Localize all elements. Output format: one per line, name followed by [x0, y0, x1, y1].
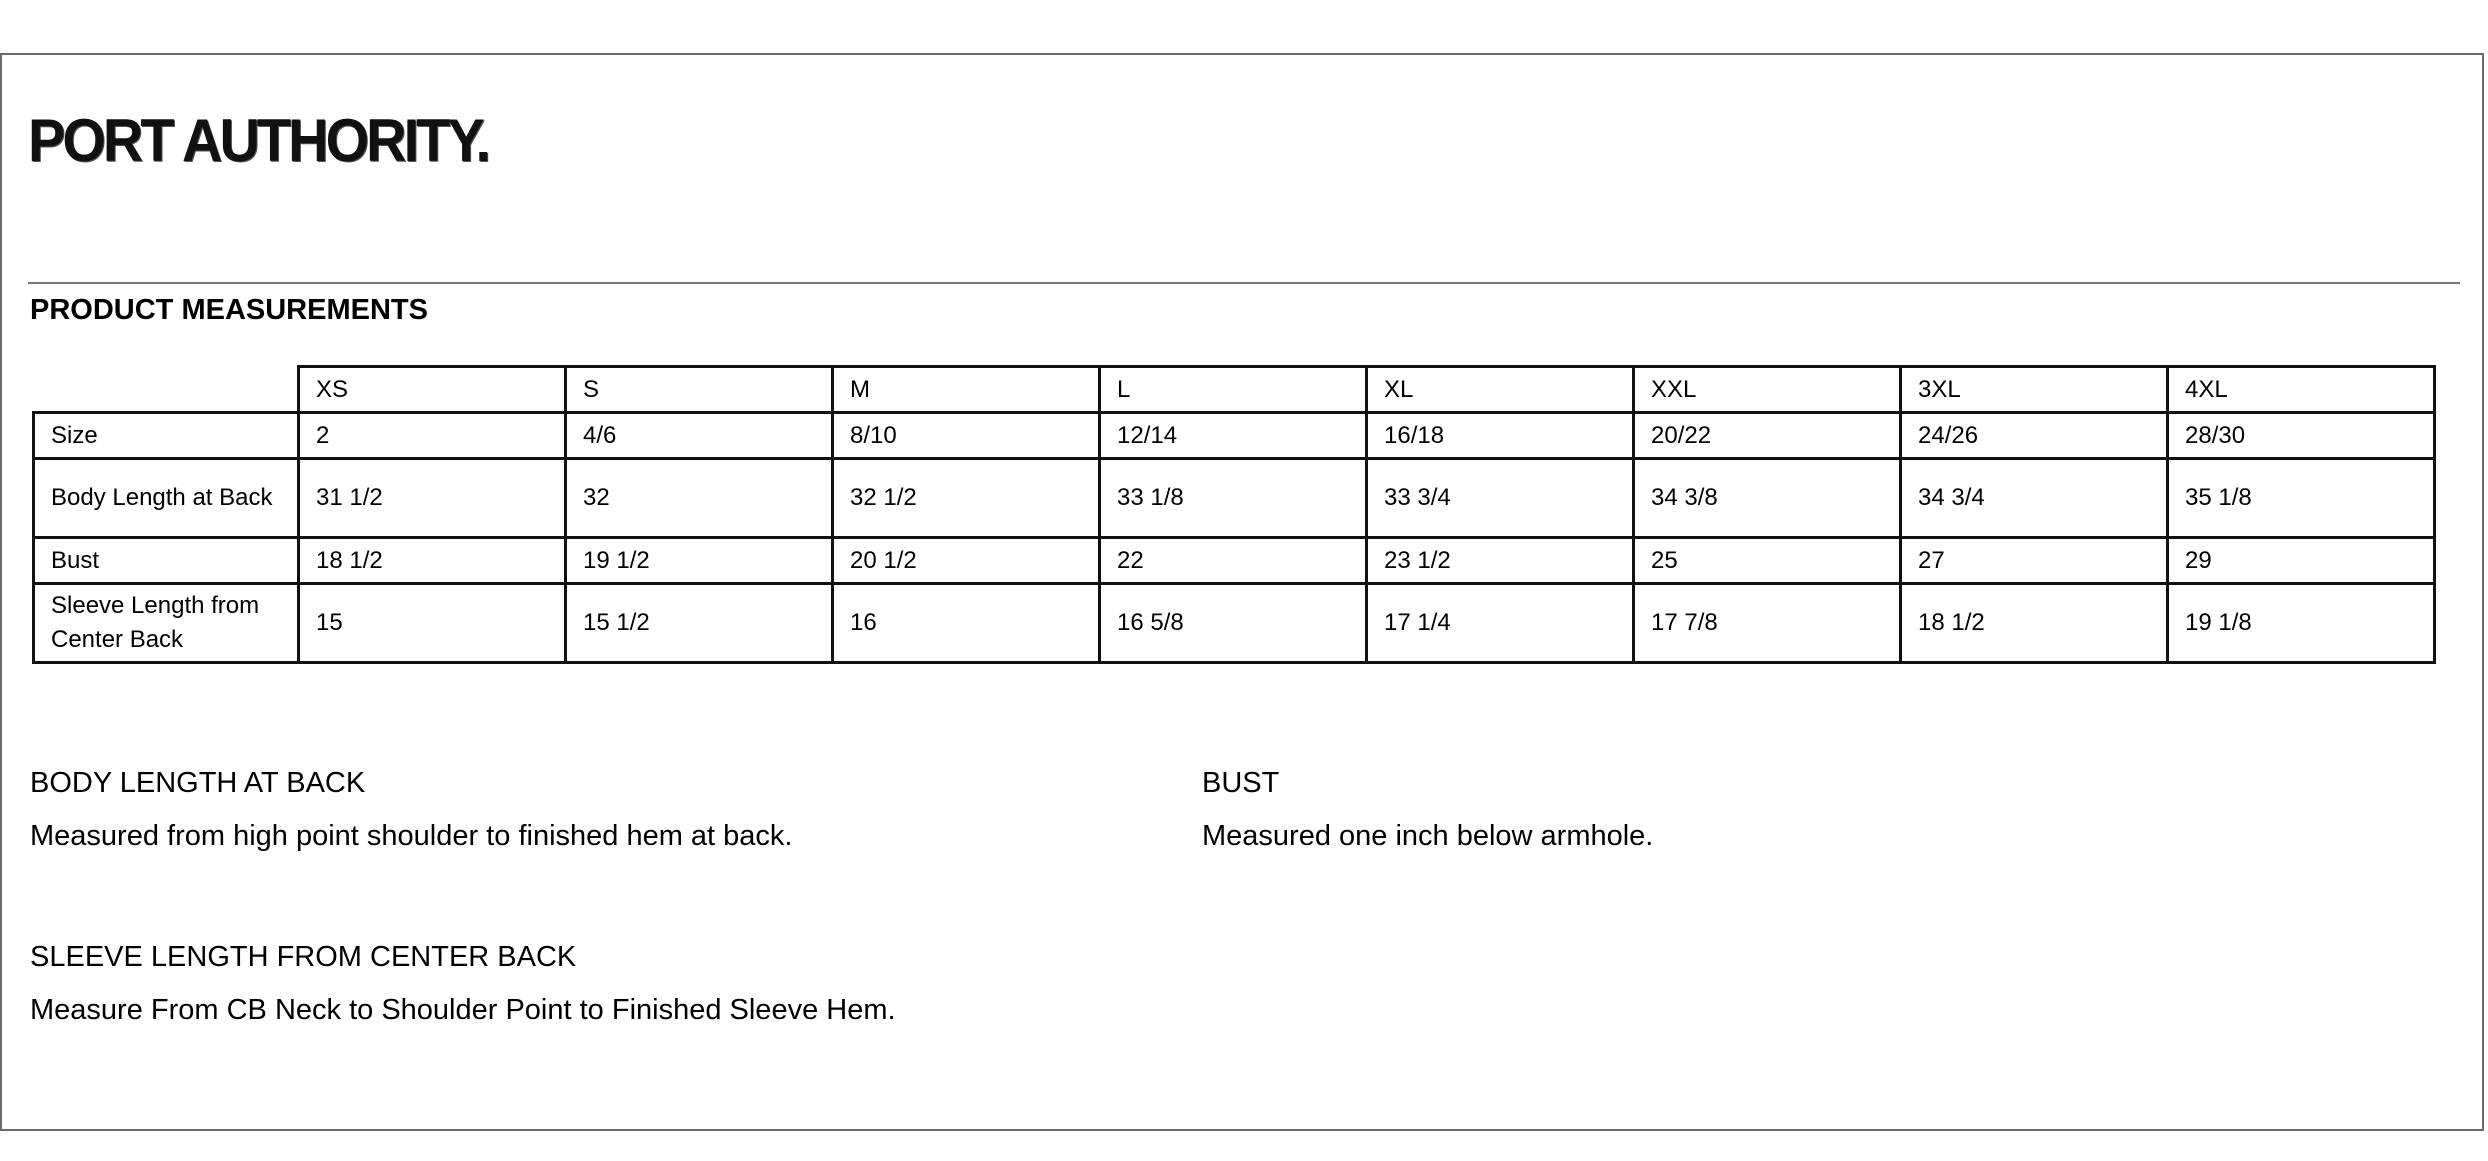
size-header-cell: XS — [299, 367, 566, 413]
size-header-cell: S — [566, 367, 833, 413]
table-cell: 4/6 — [566, 413, 833, 459]
section-title: PRODUCT MEASUREMENTS — [30, 294, 428, 326]
row-label: Body Length at Back — [34, 459, 299, 538]
table-cell: 15 1/2 — [566, 584, 833, 663]
size-header-cell: 4XL — [2168, 367, 2435, 413]
table-cell: 17 7/8 — [1634, 584, 1901, 663]
header-blank-cell — [34, 367, 299, 413]
row-label: Bust — [34, 538, 299, 584]
size-header-cell: XXL — [1634, 367, 1901, 413]
row-label: Size — [34, 413, 299, 459]
size-header-row — [34, 367, 2435, 413]
table-cell: 23 1/2 — [1367, 538, 1634, 584]
definition-text-body-length: Measured from high point shoulder to finished hem at back. — [30, 820, 793, 852]
table-cell: 17 1/4 — [1367, 584, 1634, 663]
size-header-cell: XL — [1367, 367, 1634, 413]
table-cell: 19 1/2 — [566, 538, 833, 584]
definition-title-body-length: BODY LENGTH AT BACK — [30, 767, 366, 799]
table-cell: 34 3/4 — [1901, 459, 2168, 538]
row-label: Sleeve Length from Center Back — [34, 584, 299, 663]
table-cell: 31 1/2 — [299, 459, 566, 538]
measurements-table — [32, 365, 2436, 664]
table-cell: 16/18 — [1367, 413, 1634, 459]
table-cell: 18 1/2 — [1901, 584, 2168, 663]
table-row — [34, 413, 2435, 459]
table-cell: 22 — [1100, 538, 1367, 584]
table-cell: 18 1/2 — [299, 538, 566, 584]
table-cell: 33 1/8 — [1100, 459, 1367, 538]
size-header-cell: L — [1100, 367, 1367, 413]
header-divider — [28, 282, 2460, 284]
table-cell: 35 1/8 — [2168, 459, 2435, 538]
table-cell: 20/22 — [1634, 413, 1901, 459]
table-cell: 24/26 — [1901, 413, 2168, 459]
table-cell: 34 3/8 — [1634, 459, 1901, 538]
table-cell: 15 — [299, 584, 566, 663]
size-header-cell: M — [833, 367, 1100, 413]
table-cell: 20 1/2 — [833, 538, 1100, 584]
table-row — [34, 459, 2435, 538]
table-row — [34, 584, 2435, 663]
table-cell: 32 — [566, 459, 833, 538]
table-cell: 19 1/8 — [2168, 584, 2435, 663]
table-cell: 16 — [833, 584, 1100, 663]
size-header-cell: 3XL — [1901, 367, 2168, 413]
table-cell: 29 — [2168, 538, 2435, 584]
table-cell: 33 3/4 — [1367, 459, 1634, 538]
table-cell: 32 1/2 — [833, 459, 1100, 538]
port-authority-logo: PORT AUTHORITY. — [28, 105, 489, 174]
table-cell: 25 — [1634, 538, 1901, 584]
table-cell: 12/14 — [1100, 413, 1367, 459]
definition-text-bust: Measured one inch below armhole. — [1202, 820, 1654, 852]
table-cell: 28/30 — [2168, 413, 2435, 459]
definition-text-sleeve-length: Measure From CB Neck to Shoulder Point to Finished Sleeve Hem. — [30, 994, 896, 1026]
table-cell: 8/10 — [833, 413, 1100, 459]
table-cell: 2 — [299, 413, 566, 459]
table-row — [34, 538, 2435, 584]
table-cell: 27 — [1901, 538, 2168, 584]
definition-title-sleeve-length: SLEEVE LENGTH FROM CENTER BACK — [30, 941, 577, 973]
table-cell: 16 5/8 — [1100, 584, 1367, 663]
definition-title-bust: BUST — [1202, 767, 1280, 799]
